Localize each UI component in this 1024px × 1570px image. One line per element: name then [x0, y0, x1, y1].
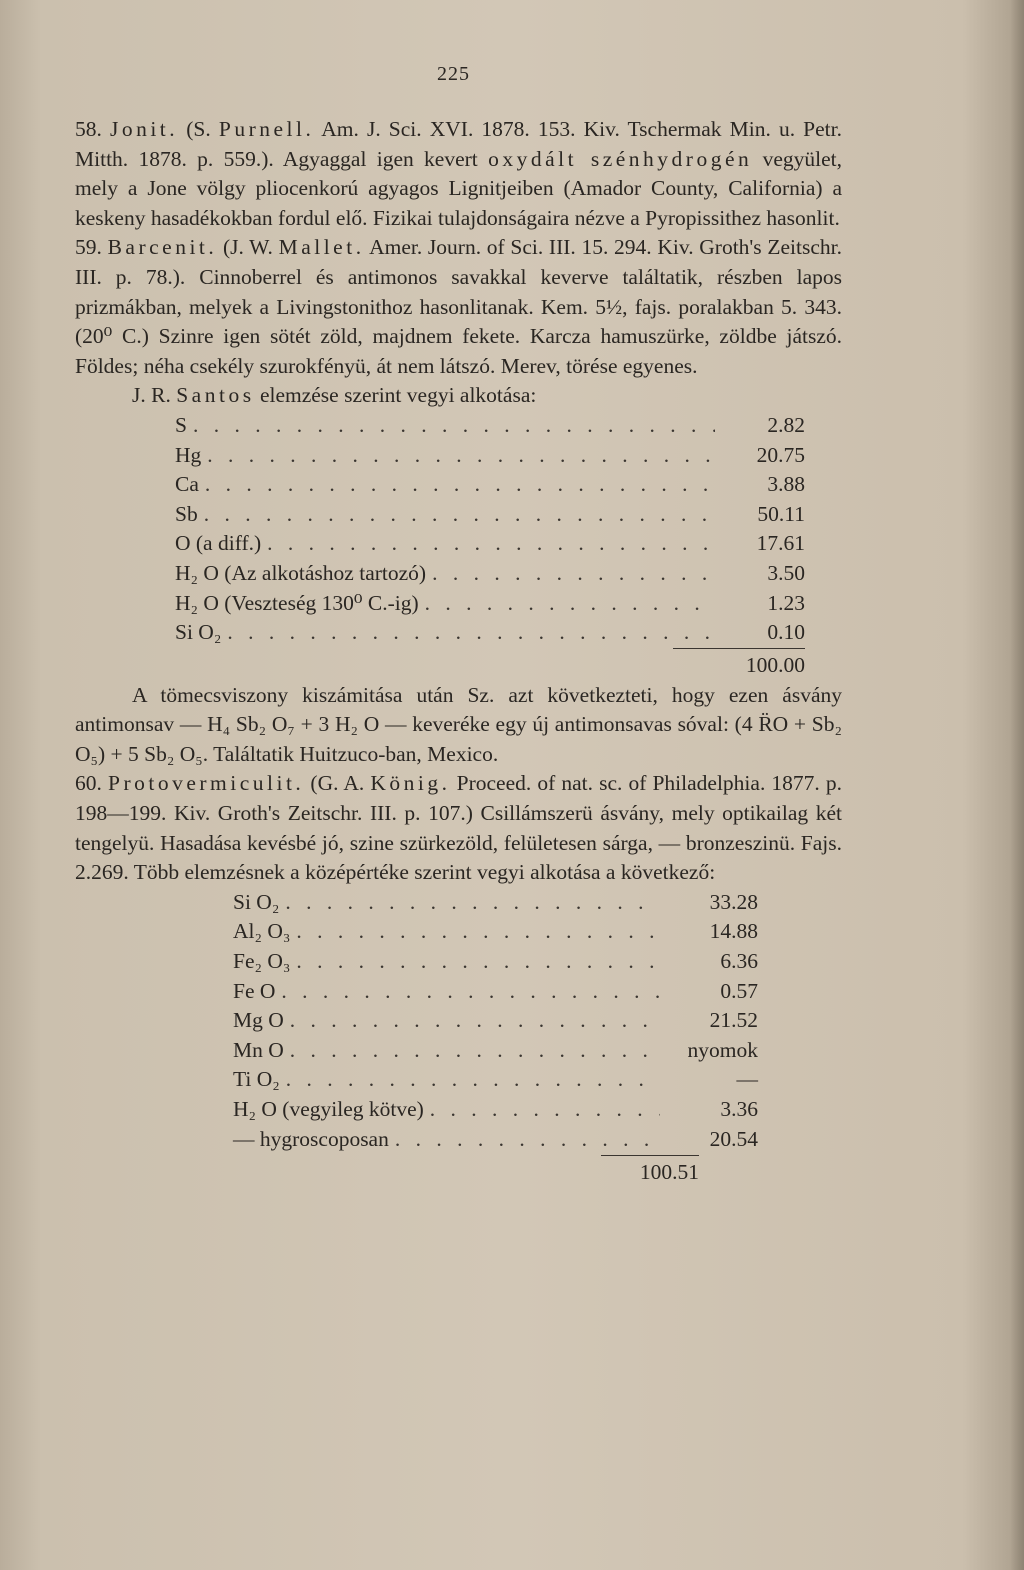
analysis-row — [75, 1095, 758, 1125]
analysis-row — [75, 529, 805, 559]
text-run: (G. A. — [304, 771, 371, 796]
analysis-total-row — [75, 648, 842, 681]
component-value: 17.61 — [756, 531, 805, 556]
text-run: vegyület, mely a Jone völgy pliocenkorú agyagos Lignitjeiben (Amador County, California) a keskeny hasadékokban fordul elő. Fizikai tulajdonságaira nézve a Pyropissithez hasonlit. — [75, 146, 842, 230]
spaced-name: Purnell. — [218, 117, 315, 141]
dot-leader — [207, 441, 715, 471]
component-label: H₂ O (Veszteség 130⁰ C.-ig) — [175, 590, 419, 615]
analysis-row — [75, 559, 805, 589]
component-value: 0.57 — [720, 978, 758, 1003]
dot-leader — [296, 947, 660, 977]
component-label: Hg — [175, 442, 202, 467]
dot-leader — [281, 977, 660, 1007]
component-label: Ca — [175, 472, 199, 497]
component-value: 2.82 — [767, 412, 805, 437]
component-label: S — [175, 412, 187, 437]
component-value: 3.50 — [767, 560, 805, 585]
dot-leader — [290, 1006, 660, 1036]
spaced-name: Protovermiculit. — [107, 771, 305, 796]
dot-leader — [432, 559, 715, 589]
analysis-row — [75, 1006, 758, 1036]
component-value: — — [736, 1067, 758, 1092]
dot-leader — [205, 470, 715, 500]
analysis-row — [75, 411, 805, 441]
text-run: Am. J. Sci. XVI. 1878. 153. Kiv. Tschermak Min. u. Petr. Mitth. 1878. p. 559.). Agyaggal igen kevert — [75, 117, 842, 171]
component-label: H₂ O (Az alkotáshoz tartozó) — [175, 560, 427, 585]
page-number: 225 — [437, 63, 470, 85]
analysis-row — [75, 618, 805, 648]
analysis-table-59 — [75, 411, 842, 681]
text-run: 59. — [75, 235, 108, 260]
analysis-row — [75, 1065, 758, 1095]
spaced-name: König. — [370, 771, 451, 796]
text-run: A tömecsviszony kiszámitása után Sz. azt következteti, hogy ezen ásvány antimonsav — H₄ Sb₂ O₇ + 3 H₂ O — keveréke egy új antimonsavas sóval: (4 R̈O + Sb₂ O₅) + 5 Sb₂ O₅. Találtatik Huitzuco-ban, Mexico. — [75, 682, 842, 766]
dot-leader — [204, 500, 715, 530]
analysis-intro-59 — [75, 381, 842, 411]
component-value: 1.23 — [767, 590, 805, 615]
analysis-row — [75, 977, 758, 1007]
analysis-row — [75, 1036, 758, 1066]
analysis-row — [75, 470, 805, 500]
dot-leader — [267, 529, 715, 559]
component-value: nyomok — [687, 1037, 758, 1062]
component-value: 21.52 — [709, 1008, 758, 1033]
component-label: Al₂ O₃ — [233, 919, 291, 944]
component-label: Mn O — [233, 1037, 284, 1062]
analysis-row — [75, 947, 758, 977]
text-run: (S. — [178, 117, 219, 141]
spaced-name: Barcenit. — [107, 235, 218, 260]
component-value: 20.75 — [756, 442, 805, 467]
analysis-total: 100.00 — [673, 648, 805, 681]
analysis-row — [75, 917, 758, 947]
component-label: — hygroscoposan — [233, 1126, 389, 1151]
spaced-name: Mallet. — [278, 235, 365, 260]
component-label: Si O₂ — [233, 889, 280, 914]
analysis-row — [75, 589, 805, 619]
analysis-total-row — [75, 1154, 842, 1187]
text-run: J. R. — [132, 383, 177, 408]
analysis-table-60 — [75, 888, 842, 1187]
component-label: Mg O — [233, 1008, 284, 1033]
component-label: Ti O₂ — [233, 1067, 280, 1092]
dot-leader — [285, 888, 660, 918]
text-run: Amer. Journ. of Sci. III. 15. 294. Kiv. Groth's Zeitschr. III. p. 78.). Cinnoberrel és antimonos savakkal keverve találtatik, részben lapos prizmákban, melyek a Livingstonithoz hasonlitanak. Kem. 5½, fajs. poralakban 5. 343. (20⁰ C.) Szinre igen sötét zöld, majdnem fekete. Karcza hamuszürke, zöldbe játszó. Földes; néha csekély szurokfényü, át nem látszó. Merev, törése egyenes. — [75, 235, 842, 378]
component-value: 20.54 — [709, 1126, 758, 1151]
component-label: H₂ O (vegyileg kötve) — [233, 1097, 424, 1121]
component-label: O (a diff.) — [175, 531, 262, 556]
dot-leader — [296, 917, 660, 947]
text-run: 58. — [75, 117, 110, 141]
dot-leader — [193, 411, 715, 441]
component-value: 6.36 — [720, 949, 758, 974]
component-value: 50.11 — [757, 501, 805, 526]
dot-leader — [290, 1036, 660, 1066]
dot-leader — [395, 1125, 660, 1155]
dot-leader — [286, 1065, 660, 1095]
component-label: Si O₂ — [175, 620, 222, 645]
spaced-name: oxydált szénhydrogén — [488, 146, 753, 171]
paragraph-58-jonit — [75, 115, 842, 233]
text-run: elemzése szerint vegyi alkotása: — [254, 383, 537, 408]
dot-leader — [425, 589, 715, 619]
text-run: Proceed. of nat. sc. of Philadelphia. 1877. p. 198—199. Kiv. Groth's Zeitschr. III. p. 107.) Csillámszerü ásvány, mely optikailag két tengelyü. Hasadása kevésbé jó, szine szürkezöld, felületesen sárga, — bronzeszinü. Fajs. 2.269. Több elemzésnek a középértéke szerint vegyi alkotása a következő: — [75, 771, 843, 885]
analysis-row — [75, 1125, 758, 1155]
analysis-row — [75, 888, 758, 918]
component-label: Fe₂ O₃ — [233, 949, 291, 974]
page-body — [75, 115, 842, 1187]
paragraph-60-protovermiculit — [75, 769, 842, 887]
component-value: 0.10 — [767, 620, 805, 645]
text-run: (J. W. — [217, 235, 279, 260]
analysis-row — [75, 500, 805, 530]
dot-leader — [430, 1095, 660, 1125]
component-value: 3.36 — [720, 1097, 758, 1121]
component-value: 3.88 — [767, 472, 805, 497]
conclusion-59 — [75, 681, 842, 770]
component-label: Sb — [175, 501, 198, 526]
spaced-name: Jonit. — [109, 117, 179, 141]
analysis-total: 100.51 — [601, 1155, 699, 1188]
page-edge-shadow — [1010, 0, 1024, 1570]
spaced-name: Santos — [176, 383, 255, 408]
text-run: 60. — [75, 771, 108, 796]
analysis-row — [75, 441, 805, 471]
component-value: 33.28 — [709, 889, 758, 914]
paragraph-59-barcenit — [75, 233, 842, 381]
component-label: Fe O — [233, 978, 276, 1003]
component-value: 14.88 — [709, 919, 758, 944]
dot-leader — [227, 618, 715, 648]
